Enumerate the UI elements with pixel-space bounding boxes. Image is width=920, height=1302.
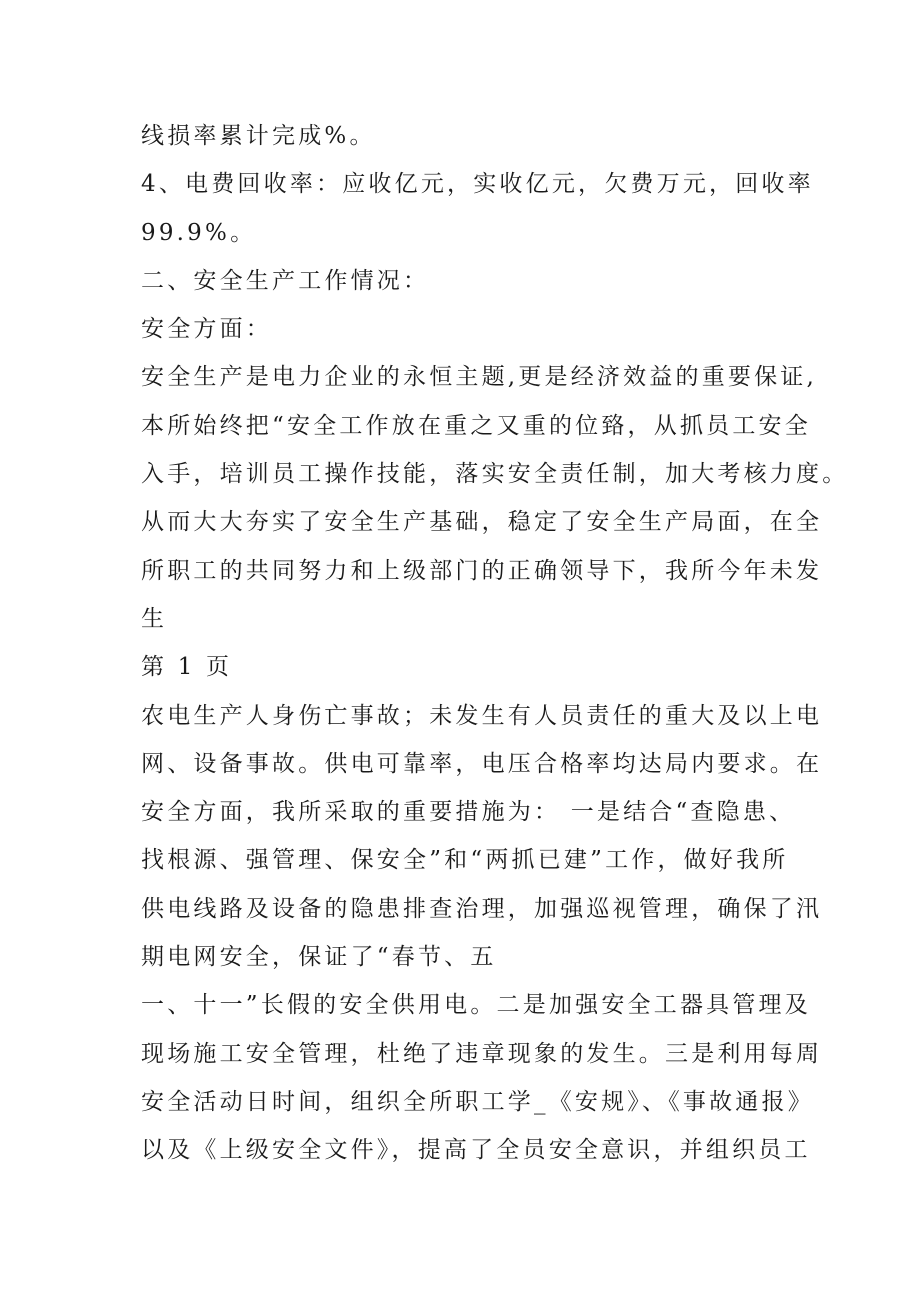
text-line: 找根源、强管理、保安全”和“两抓已建”工作，做好我所 xyxy=(141,847,789,874)
text-line: 现场施工安全管理，杜绝了违章现象的发生。三是利用每周 xyxy=(141,1040,823,1067)
text-line: 99.9%。 xyxy=(141,219,257,246)
text-line: 生 xyxy=(141,605,168,632)
text-line: 本所始终把“安全工作放在重之又重的位臵，从抓员工安全 xyxy=(141,412,811,439)
text-line: 网、设备事故。供电可靠率，电压合格率均达局内要求。在 xyxy=(141,750,823,777)
text-line: 农电生产人身伤亡事故；未发生有人员责任的重大及以上电 xyxy=(141,702,823,729)
text-line: 一、十一”长假的安全供用电。二是加强安全工器具管理及 xyxy=(141,992,811,1019)
text-line: 所职工的共同努力和上级部门的正确领导下，我所今年未发 xyxy=(141,557,823,584)
subsection-heading: 安全方面： xyxy=(141,316,272,343)
text-line: 线损率累计完成%。 xyxy=(141,123,376,149)
text-line: 安全方面，我所采取的重要措施为： 一是结合“查隐患、 xyxy=(141,799,796,826)
text-line: 供电线路及设备的隐患排查治理，加强巡视管理，确保了汛 xyxy=(141,895,823,922)
text-line: 期电网安全，保证了“春节、五 xyxy=(141,944,497,971)
text-line: 入手，培训员工操作技能，落实安全责任制，加大考核力度。 xyxy=(141,461,849,488)
text-line: 以及《上级安全文件》，提高了全员安全意识，并组织员工 xyxy=(141,1137,811,1164)
text-line: 从而大大夯实了安全生产基础，稳定了安全生产局面，在全 xyxy=(141,509,823,536)
text-line: 安全活动日时间，组织全所职工学_《安规》、《事故通报》 xyxy=(141,1088,814,1115)
page-number: 第 1 页 xyxy=(141,654,233,681)
section-heading: 二、安全生产工作情况： xyxy=(141,267,430,294)
text-line: 安全生产是电力企业的永恒主题,更是经济效益的重要保证, xyxy=(141,364,818,391)
text-line: 4、电费回收率：应收亿元，实收亿元，欠费万元，回收率 xyxy=(141,171,814,198)
